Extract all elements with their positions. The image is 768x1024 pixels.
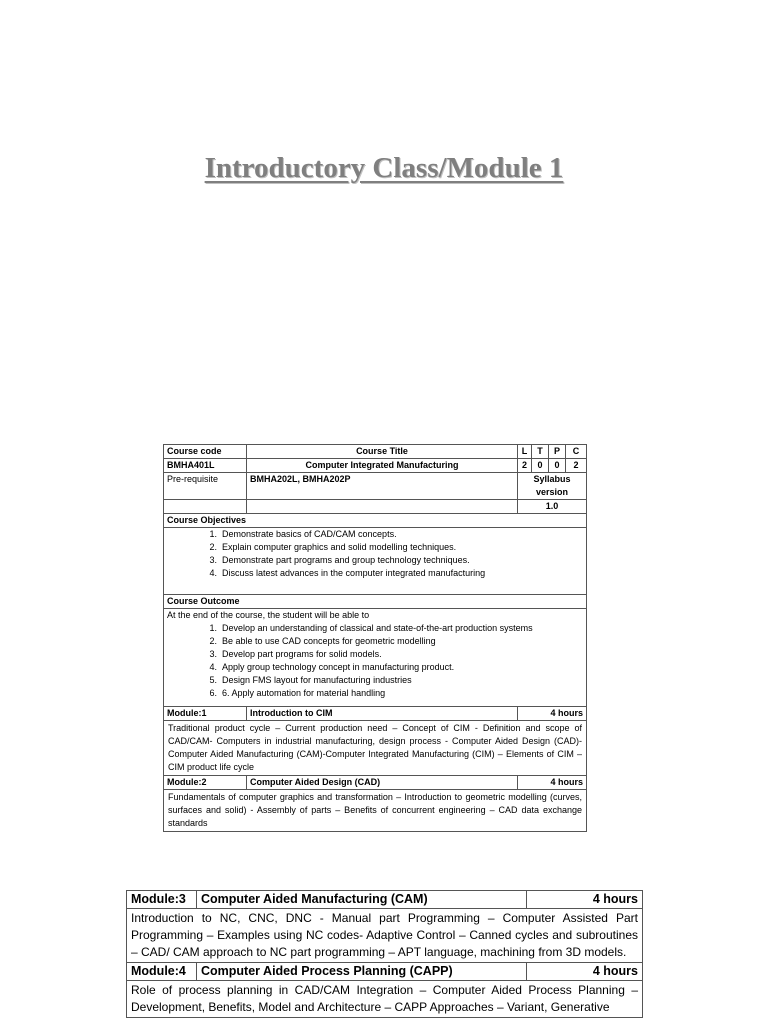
header-t: T <box>532 445 549 459</box>
module-4-body-row <box>127 981 643 1018</box>
list-item: 2. Explain computer graphics and solid modelling techniques. <box>209 542 457 552</box>
objectives-heading-row <box>164 514 587 528</box>
outcome-heading: Course Outcome <box>164 595 587 609</box>
module-3-body-row <box>127 909 643 963</box>
module-2-hours: 4 hours <box>518 776 587 790</box>
list-item: 5. Design FMS layout for manufacturing industries <box>209 675 412 685</box>
module-3-header <box>127 891 643 909</box>
module-1-body: Traditional product cycle – Current production need – Concept of CIM - Definition and scope of CAD/CAM- Computers in industrial manufacturing, design process - Computer Aided Design (CAD)-Computer Aided Manufacturing (CAM)-Computer Integrated Manufacturing (CIM) – Elements of CIM – CIM product life cycle <box>164 721 587 776</box>
module-4-header <box>127 963 643 981</box>
prerequisite-value: BMHA202L, BMHA202P <box>247 473 518 500</box>
table-header-row <box>164 445 587 459</box>
module-1-hours: 4 hours <box>518 707 587 721</box>
module-1-body-row <box>164 721 587 776</box>
outcome-row <box>164 609 587 707</box>
module-3-title: Computer Aided Manufacturing (CAM) <box>197 891 527 909</box>
syllabus-version-label: Syllabus version <box>518 473 587 500</box>
objectives-list <box>167 528 583 580</box>
header-l: L <box>518 445 532 459</box>
module-4-title: Computer Aided Process Planning (CAPP) <box>197 963 527 981</box>
credit-t: 0 <box>532 459 549 473</box>
outcomes-list <box>167 622 583 700</box>
header-p: P <box>549 445 566 459</box>
module-1-header <box>164 707 587 721</box>
module-2-header <box>164 776 587 790</box>
list-item: 2. Be able to use CAD concepts for geometric modelling <box>209 636 436 646</box>
list-item: 1. Develop an understanding of classical and state-of-the-art production systems <box>209 623 533 633</box>
syllabus-version-value: 1.0 <box>518 500 587 514</box>
module-3-body: Introduction to NC, CNC, DNC - Manual part Programming – Computer Assisted Part Programming – Examples using NC codes- Adaptive Control – Canned cycles and subroutines – CAD/ CAM approach to NC part programming – APT language, machining from 3D models. <box>127 909 643 963</box>
version-row <box>164 500 587 514</box>
credit-p: 0 <box>549 459 566 473</box>
header-course-title: Course Title <box>247 445 518 459</box>
prerequisite-row <box>164 473 587 500</box>
module-3-label: Module:3 <box>127 891 197 909</box>
list-item: 1. Demonstrate basics of CAD/CAM concepts. <box>209 529 397 539</box>
syllabus-table <box>163 444 587 832</box>
module-4-hours: 4 hours <box>527 963 643 981</box>
list-item: 4. Apply group technology concept in manufacturing product. <box>209 662 455 672</box>
module-1-title: Introduction to CIM <box>247 707 518 721</box>
course-code: BMHA401L <box>164 459 247 473</box>
list-item: 3. Develop part programs for solid models. <box>209 649 382 659</box>
module-4-body: Role of process planning in CAD/CAM Integration – Computer Aided Process Planning – Development, Benefits, Model and Architecture – CAPP Approaches – Variant, Generative <box>127 981 643 1018</box>
prerequisite-label: Pre-requisite <box>164 473 247 500</box>
page-title: Introductory Class/Module 1 <box>204 152 564 184</box>
objectives-row <box>164 528 587 595</box>
list-item: 4. Discuss latest advances in the computer integrated manufacturing <box>209 568 486 578</box>
course-row <box>164 459 587 473</box>
modules-table <box>126 890 643 1018</box>
list-item: 3. Demonstrate part programs and group technology techniques. <box>209 555 470 565</box>
module-4-label: Module:4 <box>127 963 197 981</box>
outcome-heading-row <box>164 595 587 609</box>
credit-c: 2 <box>566 459 587 473</box>
module-2-body: Fundamentals of computer graphics and transformation – Introduction to geometric modelling (curves, surfaces and solid) - Assembly of parts – Benefits of concurrent engineering – CAD data exchange standards <box>164 790 587 832</box>
module-3-hours: 4 hours <box>527 891 643 909</box>
credit-l: 2 <box>518 459 532 473</box>
objectives-heading: Course Objectives <box>164 514 587 528</box>
course-title: Computer Integrated Manufacturing <box>247 459 518 473</box>
header-course-code: Course code <box>164 445 247 459</box>
module-1-label: Module:1 <box>164 707 247 721</box>
list-item: 6. 6. Apply automation for material handling <box>209 688 386 698</box>
module-2-label: Module:2 <box>164 776 247 790</box>
outcome-intro: At the end of the course, the student will be able to <box>167 610 370 620</box>
module-2-title: Computer Aided Design (CAD) <box>247 776 518 790</box>
header-c: C <box>566 445 587 459</box>
module-2-body-row <box>164 790 587 832</box>
